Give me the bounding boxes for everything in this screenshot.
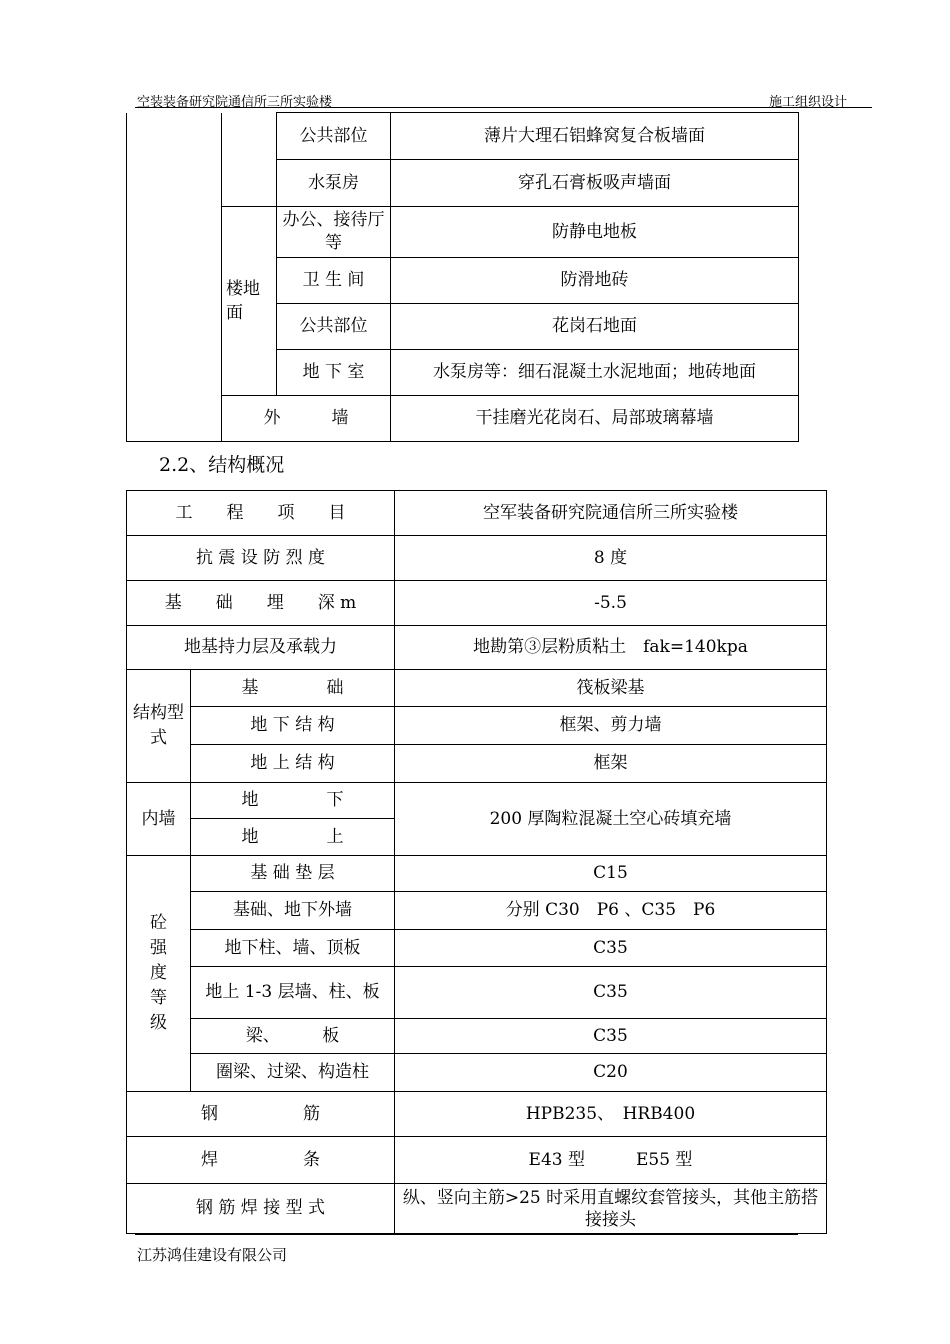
item-cell: 梁、 板 xyxy=(191,1019,395,1054)
finish-cell: 薄片大理石铝蜂窝复合板墙面 xyxy=(391,113,799,160)
depth-value: -5.5 xyxy=(395,581,827,626)
table-row xyxy=(127,113,799,160)
value-cell: C15 xyxy=(395,856,827,892)
item-cell: 基 础 垫 层 xyxy=(191,856,395,892)
table-row xyxy=(127,1137,827,1184)
table-row xyxy=(127,536,827,581)
table-row xyxy=(127,491,827,536)
value-cell: C35 xyxy=(395,930,827,967)
inner-wall-value: 200 厚陶粒混凝土空心砖填充墙 xyxy=(395,783,827,856)
finish-cell: 防滑地砖 xyxy=(391,258,799,304)
table-row xyxy=(127,930,827,967)
item-cell: 地 上 xyxy=(191,819,395,856)
weld-type-label: 钢 筋 焊 接 型 式 xyxy=(127,1184,395,1234)
bearing-value: 地勘第③层粉质粘土 fak=140kpa xyxy=(395,626,827,670)
finish-table xyxy=(126,112,799,442)
table-row xyxy=(127,707,827,745)
finish-cell: 防静电地板 xyxy=(391,207,799,258)
bearing-label: 地基持力层及承载力 xyxy=(127,626,395,670)
header-right-title: 施工组织设计 xyxy=(769,95,848,110)
item-cell: 地 上 结 构 xyxy=(191,745,395,783)
table-row xyxy=(127,783,827,819)
structure-form-group-label: 结构型式 xyxy=(127,670,191,783)
location-cell: 公共部位 xyxy=(277,304,391,350)
table-row xyxy=(127,892,827,930)
table-row xyxy=(127,626,827,670)
location-cell: 卫 生 间 xyxy=(277,258,391,304)
item-cell: 基 础 xyxy=(191,670,395,707)
location-cell: 公共部位 xyxy=(277,113,391,160)
location-cell: 办公、接待厅等 xyxy=(277,207,391,258)
electrode-label: 焊 条 xyxy=(127,1137,395,1184)
table-row xyxy=(127,670,827,707)
item-cell: 地下柱、墙、顶板 xyxy=(191,930,395,967)
finish-cell: 穿孔石膏板吸声墙面 xyxy=(391,160,799,207)
header-left-title: 空装装备研究院通信所三所实验楼 xyxy=(137,95,333,110)
table-row xyxy=(127,856,827,892)
table-row xyxy=(127,207,799,258)
exterior-wall-label: 外 墙 xyxy=(222,396,391,442)
finish-cell: 花岗石地面 xyxy=(391,304,799,350)
electrode-value: E43 型 E55 型 xyxy=(395,1137,827,1184)
item-cell: 圈梁、过梁、构造柱 xyxy=(191,1054,395,1092)
project-label: 工 程 项 目 xyxy=(127,491,395,536)
value-cell: 筏板梁基 xyxy=(395,670,827,707)
item-cell: 地 下 xyxy=(191,783,395,819)
table-row xyxy=(127,967,827,1019)
table-row xyxy=(127,1019,827,1054)
section-title: 2.2、结构概况 xyxy=(159,454,285,476)
footer-company: 江苏鸿佳建设有限公司 xyxy=(137,1246,288,1264)
finish-cell: 水泵房等：细石混凝土水泥地面；地砖地面 xyxy=(391,350,799,396)
table-row xyxy=(127,396,799,442)
item-cell: 地上 1-3 层墙、柱、板 xyxy=(191,967,395,1019)
location-cell: 水泵房 xyxy=(277,160,391,207)
value-cell: 框架 xyxy=(395,745,827,783)
rebar-value: HPB235、 HRB400 xyxy=(395,1092,827,1137)
value-cell: 框架、剪力墙 xyxy=(395,707,827,745)
item-cell: 地 下 结 构 xyxy=(191,707,395,745)
table-row xyxy=(127,1054,827,1092)
depth-label: 基 础 埋 深 m xyxy=(127,581,395,626)
item-cell: 基础、地下外墙 xyxy=(191,892,395,930)
value-cell: 分别 C30 P6 、C35 P6 xyxy=(395,892,827,930)
project-value: 空军装备研究院通信所三所实验楼 xyxy=(395,491,827,536)
floor-group-label: 楼地面 xyxy=(222,207,277,396)
structure-table xyxy=(126,490,827,1234)
header-divider xyxy=(135,107,872,108)
value-cell: C20 xyxy=(395,1054,827,1092)
rebar-label: 钢 筋 xyxy=(127,1092,395,1137)
weld-type-value: 纵、竖向主筋>25 时采用直螺纹套管接头，其他主筋搭接接头 xyxy=(395,1184,827,1234)
exterior-wall-value: 干挂磨光花岗石、局部玻璃幕墙 xyxy=(391,396,799,442)
footer-divider xyxy=(135,1234,798,1235)
inner-wall-group-label: 内墙 xyxy=(127,783,191,856)
location-cell: 地 下 室 xyxy=(277,350,391,396)
table-row xyxy=(127,1092,827,1137)
blank-cell xyxy=(222,113,277,207)
value-cell: C35 xyxy=(395,1019,827,1054)
table-row xyxy=(127,581,827,626)
value-cell: C35 xyxy=(395,967,827,1019)
table-row xyxy=(127,745,827,783)
blank-cell xyxy=(127,113,222,442)
seismic-label: 抗 震 设 防 烈 度 xyxy=(127,536,395,581)
table-row xyxy=(127,1184,827,1234)
concrete-grade-group-label: 砼强度等级 xyxy=(127,856,191,1092)
seismic-value: 8 度 xyxy=(395,536,827,581)
